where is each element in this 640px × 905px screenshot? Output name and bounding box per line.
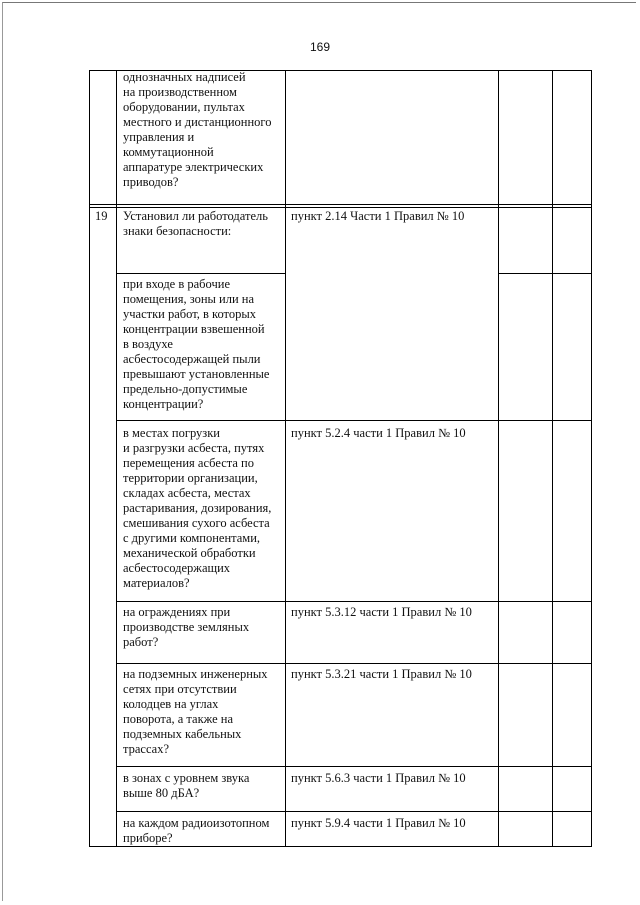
row-divider (89, 207, 592, 208)
row-divider (116, 663, 592, 664)
column-divider-yes (552, 70, 553, 846)
question-cell: на ограждениях при производстве земляных работ? (123, 605, 250, 649)
table-border-left (89, 70, 90, 846)
question-cell: при входе в рабочие помещения, зоны или на участки работ, в которых концентрации взвешенной в воздухе асбестосодержащей пыли превышают установленные предельно-допустимые концентрации? (123, 277, 270, 411)
reference-cell: пункт 2.14 Части 1 Правил № 10 (291, 209, 465, 223)
table-border-right (591, 70, 592, 846)
row-divider (89, 204, 592, 205)
question-cell: в зонах с уровнем звука выше 80 дБА? (123, 771, 250, 800)
column-divider-number (116, 70, 117, 846)
column-divider-question (285, 70, 286, 846)
row-divider (116, 420, 592, 421)
table-border-bottom (89, 846, 592, 847)
question-cell: на подземных инженерных сетях при отсутствии колодцев на углах поворота, а также на подземных кабельных трассах? (123, 667, 268, 756)
reference-cell: пункт 5.3.21 части 1 Правил № 10 (291, 667, 472, 681)
page-number: 169 (309, 40, 331, 54)
row-divider (116, 273, 286, 274)
row-divider (498, 273, 592, 274)
question-cell: в местах погрузки и разгрузки асбеста, путях перемещения асбеста по территории организации, складах асбеста, местах растаривания, дозирования, смешивания сухого асбеста с другими компонентами, механической обработки асбестосодержащих материалов? (123, 426, 272, 590)
reference-cell: пункт 5.3.12 части 1 Правил № 10 (291, 605, 472, 619)
column-divider-reference (498, 70, 499, 846)
reference-cell: пункт 5.9.4 части 1 Правил № 10 (291, 816, 466, 830)
row-divider (116, 601, 592, 602)
reference-cell: пункт 5.2.4 части 1 Правил № 10 (291, 426, 466, 440)
reference-cell: пункт 5.6.3 части 1 Правил № 10 (291, 771, 466, 785)
row-divider (116, 811, 592, 812)
row-number: 19 (95, 209, 108, 223)
question-cell: однозначных надписей на производственном оборудовании, пультах местного и дистанционного управления и коммутационной аппаратуре электрических приводов? (123, 70, 272, 189)
question-cell: на каждом радиоизотопном приборе? (123, 816, 270, 845)
question-cell: Установил ли работодатель знаки безопасности: (123, 209, 268, 238)
row-divider (116, 766, 592, 767)
